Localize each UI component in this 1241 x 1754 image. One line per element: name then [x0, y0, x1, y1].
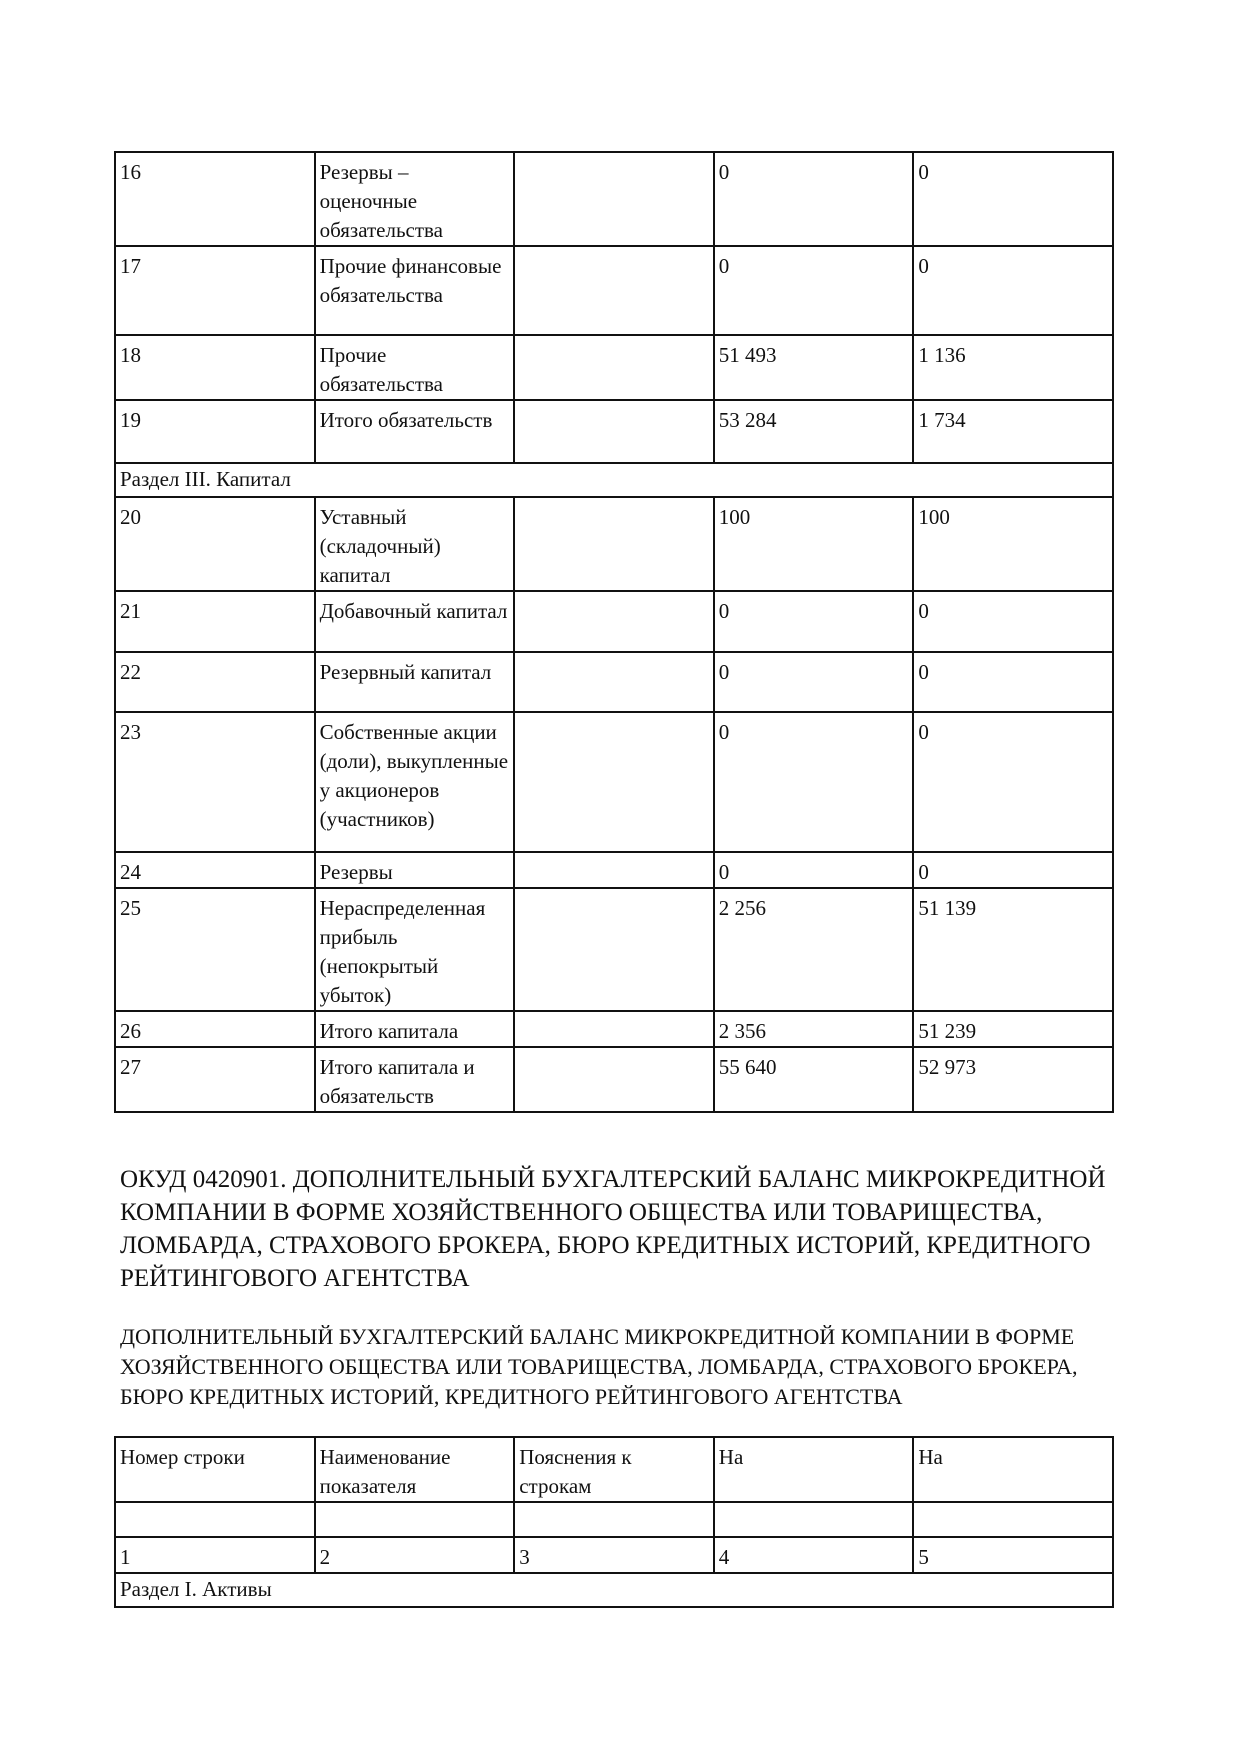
column-number: 2 [315, 1537, 515, 1573]
value-cell-1: 0 [714, 712, 914, 852]
blank-cell [514, 1502, 714, 1537]
additional-balance-table [114, 1436, 1114, 1608]
indicator-name: Добавочный капитал [315, 591, 515, 652]
row-number: 18 [115, 335, 315, 400]
table-row [115, 246, 1113, 335]
table-row [115, 400, 1113, 463]
table-row [115, 335, 1113, 400]
section-title: Раздел I. Активы [115, 1573, 1113, 1607]
value-cell-1: 55 640 [714, 1047, 914, 1112]
liabilities-capital-table [114, 151, 1114, 1113]
explanation-cell [514, 152, 714, 246]
row-number: 24 [115, 852, 315, 888]
header-row [115, 1437, 1113, 1502]
row-number: 25 [115, 888, 315, 1011]
value-cell-1: 2 256 [714, 888, 914, 1011]
indicator-name: Итого капитала [315, 1011, 515, 1047]
indicator-name: Нераспределенная прибыль (непокрытый убыток) [315, 888, 515, 1011]
value-cell-2: 0 [913, 152, 1113, 246]
explanation-cell [514, 497, 714, 591]
row-number: 23 [115, 712, 315, 852]
value-cell-1: 0 [714, 852, 914, 888]
row-number: 20 [115, 497, 315, 591]
table-row [115, 888, 1113, 1011]
row-number: 21 [115, 591, 315, 652]
row-number: 26 [115, 1011, 315, 1047]
column-number: 5 [913, 1537, 1113, 1573]
indicator-name: Резервный капитал [315, 652, 515, 712]
explanation-cell [514, 888, 714, 1011]
table-row [115, 497, 1113, 591]
explanation-cell [514, 712, 714, 852]
blank-cell [913, 1502, 1113, 1537]
value-cell-2: 0 [913, 712, 1113, 852]
explanation-cell [514, 1011, 714, 1047]
table-row [115, 852, 1113, 888]
column-number-row [115, 1537, 1113, 1573]
value-cell-1: 51 493 [714, 335, 914, 400]
header-date-1: На [714, 1437, 914, 1502]
form-okud-heading: ОКУД 0420901. ДОПОЛНИТЕЛЬНЫЙ БУХГАЛТЕРСКИЙ БАЛАНС МИКРОКРЕДИТНОЙ КОМПАНИИ В ФОРМЕ ХОЗЯЙСТВЕННОГО ОБЩЕСТВА ИЛИ ТОВАРИЩЕСТВА, ЛОМБАРДА, СТРАХОВОГО БРОКЕРА, БЮРО КРЕДИТНЫХ ИСТОРИЙ, КРЕДИТНОГО РЕЙТИНГОВОГО АГЕНТСТВА [120, 1166, 1106, 1292]
explanation-cell [514, 1047, 714, 1112]
column-number: 3 [514, 1537, 714, 1573]
indicator-name: Резервы – оценочные обязательства [315, 152, 515, 246]
blank-cell [714, 1502, 914, 1537]
balance-subheading: ДОПОЛНИТЕЛЬНЫЙ БУХГАЛТЕРСКИЙ БАЛАНС МИКРОКРЕДИТНОЙ КОМПАНИИ В ФОРМЕ ХОЗЯЙСТВЕННОГО ОБЩЕСТВА ИЛИ ТОВАРИЩЕСТВА, ЛОМБАРДА, СТРАХОВОГО БРОКЕРА, БЮРО КРЕДИТНЫХ ИСТОРИЙ, КРЕДИТНОГО РЕЙТИНГОВОГО АГЕНТСТВА [120, 1324, 1078, 1409]
section-row [115, 463, 1113, 497]
blank-cell [315, 1502, 515, 1537]
header-row-number: Номер строки [115, 1437, 315, 1502]
indicator-name: Уставный (складочный) капитал [315, 497, 515, 591]
column-number: 1 [115, 1537, 315, 1573]
blank-cell [115, 1502, 315, 1537]
indicator-name: Прочие обязательства [315, 335, 515, 400]
table-row [115, 712, 1113, 852]
indicator-name: Собственные акции (доли), выкупленные у акционеров (участников) [315, 712, 515, 852]
explanation-cell [514, 246, 714, 335]
value-cell-2: 0 [913, 652, 1113, 712]
row-number: 17 [115, 246, 315, 335]
value-cell-2: 0 [913, 246, 1113, 335]
explanation-cell [514, 591, 714, 652]
section-title: Раздел III. Капитал [115, 463, 1113, 497]
value-cell-2: 1 136 [913, 335, 1113, 400]
table-row [115, 152, 1113, 246]
header-explanations: Пояснения к строкам [514, 1437, 714, 1502]
value-cell-2: 51 239 [913, 1011, 1113, 1047]
table-row [115, 1047, 1113, 1112]
indicator-name: Прочие финансовые обязательства [315, 246, 515, 335]
value-cell-1: 0 [714, 152, 914, 246]
value-cell-1: 2 356 [714, 1011, 914, 1047]
explanation-cell [514, 335, 714, 400]
value-cell-1: 0 [714, 246, 914, 335]
value-cell-2: 0 [913, 591, 1113, 652]
row-number: 22 [115, 652, 315, 712]
row-number: 16 [115, 152, 315, 246]
header-date-2: На [913, 1437, 1113, 1502]
explanation-cell [514, 400, 714, 463]
value-cell-1: 0 [714, 652, 914, 712]
value-cell-2: 1 734 [913, 400, 1113, 463]
row-number: 27 [115, 1047, 315, 1112]
row-number: 19 [115, 400, 315, 463]
table-row [115, 591, 1113, 652]
header-indicator-name: Наименование показателя [315, 1437, 515, 1502]
value-cell-2: 0 [913, 852, 1113, 888]
indicator-name: Резервы [315, 852, 515, 888]
section-row [115, 1573, 1113, 1607]
value-cell-1: 0 [714, 591, 914, 652]
value-cell-1: 53 284 [714, 400, 914, 463]
value-cell-2: 51 139 [913, 888, 1113, 1011]
blank-row [115, 1502, 1113, 1537]
value-cell-2: 52 973 [913, 1047, 1113, 1112]
indicator-name: Итого капитала и обязательств [315, 1047, 515, 1112]
column-number: 4 [714, 1537, 914, 1573]
table-row [115, 1011, 1113, 1047]
value-cell-2: 100 [913, 497, 1113, 591]
value-cell-1: 100 [714, 497, 914, 591]
explanation-cell [514, 652, 714, 712]
indicator-name: Итого обязательств [315, 400, 515, 463]
table-row [115, 652, 1113, 712]
explanation-cell [514, 852, 714, 888]
